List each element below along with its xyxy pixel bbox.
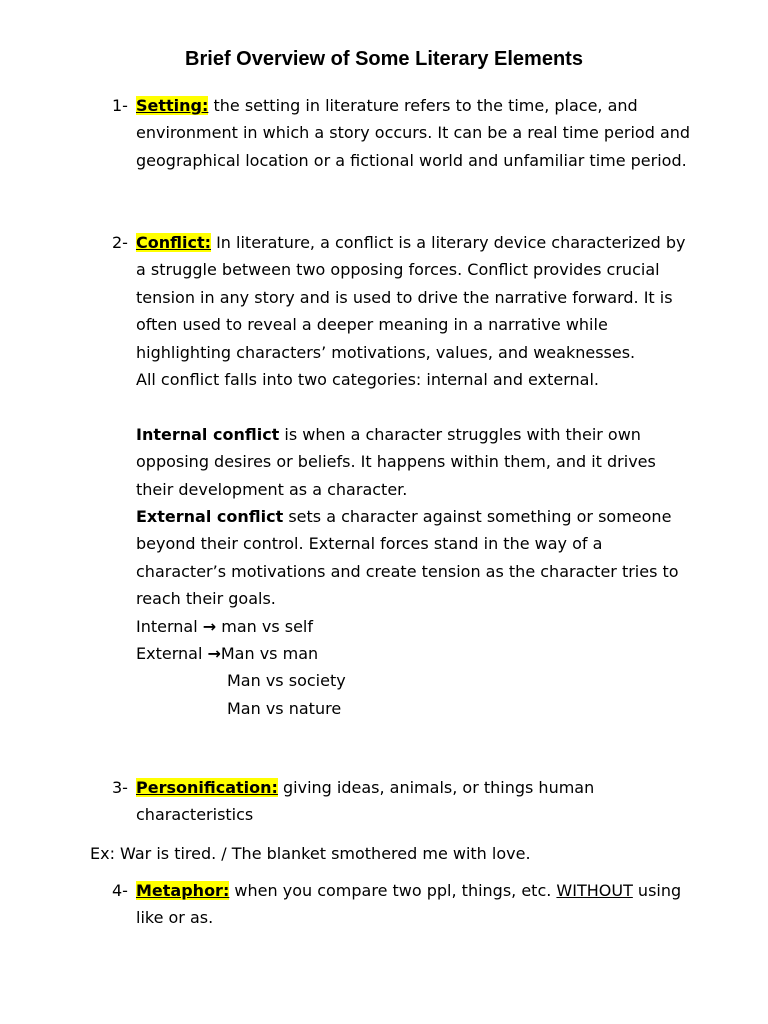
external-conflict-paragraph — [136, 503, 692, 613]
list-number: 4- — [112, 881, 128, 900]
underlined-word: WITHOUT — [556, 881, 633, 900]
term-personification: Personification: — [136, 778, 278, 797]
definition-personification: giving ideas, animals, or things human characteristics — [136, 778, 595, 825]
internal-conflict-paragraph — [136, 421, 692, 503]
internal-type: man vs self — [216, 616, 314, 636]
list-item-setting — [112, 92, 692, 174]
external-conflict-term: External conflict — [136, 507, 284, 527]
list-item-personification — [112, 774, 692, 829]
arrow-icon: → — [207, 644, 221, 664]
conflict-categories: All conflict falls into two categories: internal and external. — [136, 370, 599, 390]
example-line: Ex: War is tired. / The blanket smothered me with love. — [90, 844, 531, 863]
internal-conflict-text: is when a character struggles with their own opposing desires or beliefs. It happens within them, and it drives their development as a character. — [136, 424, 656, 499]
internal-label: Internal — [136, 616, 203, 636]
external-type: Man vs man — [220, 644, 319, 664]
external-label: External — [136, 644, 208, 664]
list-item-conflict — [112, 229, 692, 722]
definition-metaphor-end: using like or as. — [136, 881, 682, 928]
internal-type-line — [136, 613, 692, 640]
definition-metaphor: when you compare two ppl, things, etc. — [229, 881, 557, 900]
list-number: 2- — [112, 233, 128, 252]
external-type: Man vs society — [227, 671, 346, 691]
external-type: Man vs nature — [227, 698, 342, 718]
definition-conflict — [136, 229, 692, 366]
term-conflict: Conflict: — [136, 233, 211, 252]
list-number: 1- — [112, 96, 128, 115]
arrow-icon: → — [202, 616, 217, 636]
term-metaphor: Metaphor: — [136, 881, 230, 900]
list-item-metaphor — [112, 877, 692, 932]
definition-conflict-text: In literature, a conflict is a literary device characterized by a struggle between two opposing forces. Conflict provides crucial tension in any story and is used to drive the narrative forward. It is often used to reveal a deeper meaning in a narrative while highlighting characters’ motivations, values, and weaknesses. — [136, 233, 686, 362]
term-setting: Setting: — [136, 96, 209, 115]
list-number: 3- — [112, 778, 128, 797]
definition-setting: the setting in literature refers to the time, place, and environment in which a story occurs. It can be a real time period and geographical location or a fictional world and unfamiliar time period. — [136, 96, 691, 170]
internal-conflict-term: Internal conflict — [136, 424, 280, 444]
external-conflict-text: sets a character against something or someone beyond their control. External forces stand in the way of a character’s motivations and create tension as the character tries to reach their goals. — [136, 507, 679, 609]
external-type-line — [136, 640, 692, 667]
document-title: Brief Overview of Some Literary Elements — [185, 48, 583, 70]
